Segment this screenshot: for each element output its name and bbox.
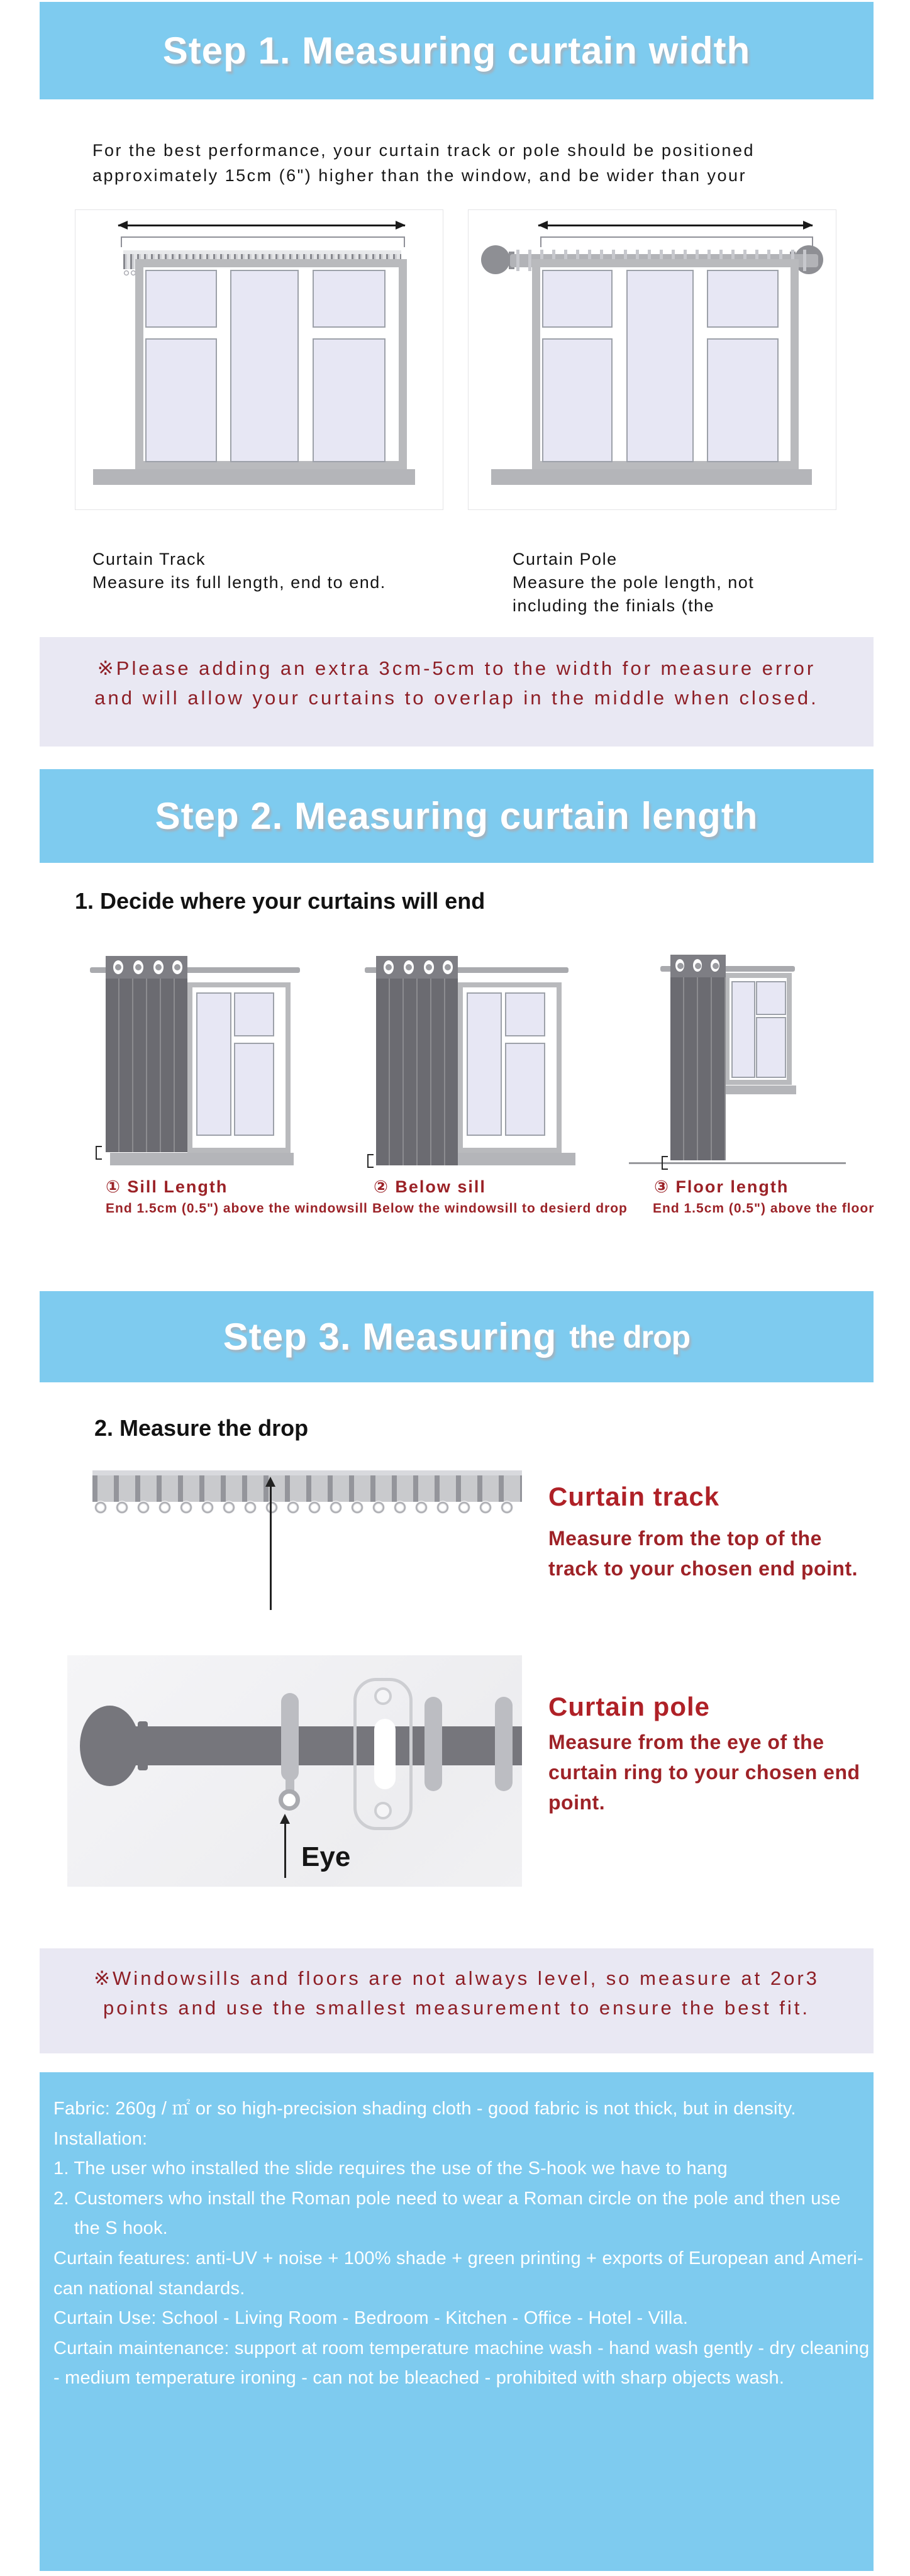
notice2-line1: ※Windowsills and floors are not always level, so measure at 2or3 bbox=[94, 1967, 819, 1989]
curtain-track-bar bbox=[92, 1470, 522, 1502]
info-line-install-2b: the S hook. bbox=[53, 2218, 168, 2239]
pole-caption-title: Curtain Pole bbox=[513, 550, 618, 569]
window-sill bbox=[93, 469, 415, 485]
window-pane bbox=[707, 270, 779, 328]
window-pane bbox=[707, 338, 779, 462]
window-pane bbox=[145, 270, 217, 328]
grommet-icon bbox=[113, 960, 123, 974]
curtain-ring bbox=[281, 1693, 299, 1781]
info-line-use: Curtain Use: School - Living Room - Bedroom - Kitchen - Office - Hotel - Villa. bbox=[53, 2308, 689, 2329]
measure-tick bbox=[367, 1154, 374, 1168]
curtain-fabric bbox=[376, 979, 458, 1165]
window-pane bbox=[234, 1043, 274, 1136]
grommet-icon bbox=[404, 960, 414, 974]
grommet-icon bbox=[443, 960, 453, 974]
window-pane bbox=[542, 270, 613, 328]
track-caption-title: Curtain Track bbox=[92, 550, 206, 569]
bracket-screw-icon bbox=[374, 1802, 392, 1819]
track-section-body1: Measure from the top of the bbox=[548, 1527, 822, 1550]
diagram1-title: ① Sill Length bbox=[106, 1177, 228, 1196]
window-pane bbox=[467, 992, 502, 1136]
grommet-icon bbox=[711, 959, 719, 972]
pole-section-body1: Measure from the eye of the bbox=[548, 1731, 824, 1753]
info-line-install-1: 1. The user who installed the slide requires the use of the S-hook we have to hang bbox=[53, 2158, 728, 2179]
diagram2-subtitle: Below the windowsill to desierd drop bbox=[372, 1201, 628, 1216]
step1-title: Step 1. Measuring curtain width bbox=[162, 30, 751, 72]
eye-label: Eye bbox=[301, 1841, 351, 1872]
notice1-line2: and will allow your curtains to overlap in the middle when closed. bbox=[94, 687, 819, 709]
grommet-icon bbox=[424, 960, 434, 974]
diagram1-subtitle: End 1.5cm (0.5") above the windowsill bbox=[106, 1201, 368, 1216]
diagram3-title: ③ Floor length bbox=[654, 1177, 789, 1196]
step3-title-main: Step 3. Measuring bbox=[223, 1316, 557, 1358]
window-pane bbox=[145, 338, 217, 462]
width-arrow-icon bbox=[538, 225, 813, 226]
measure-tick bbox=[96, 1146, 102, 1160]
step2-title: Step 2. Measuring curtain length bbox=[155, 795, 758, 837]
pole-section-title: Curtain pole bbox=[548, 1692, 711, 1721]
small-window bbox=[724, 973, 792, 1085]
bracket-slot bbox=[374, 1719, 396, 1789]
width-arrow-icon bbox=[118, 225, 405, 226]
step1-intro-line1: For the best performance, your curtain track or pole should be positioned bbox=[92, 141, 755, 160]
grommet-icon bbox=[172, 960, 182, 974]
grommet-icon bbox=[675, 959, 684, 972]
window-pane bbox=[626, 270, 694, 462]
info-line-fabric: Fabric: 260g / ㎡ or so high-precision shading cloth - good fabric is not thick, but in density. bbox=[53, 2099, 796, 2119]
curtain-fabric bbox=[670, 977, 726, 1160]
info-line-maintenance: Curtain maintenance: support at room temperature machine wash - hand wash gently - dry cleaning bbox=[53, 2338, 870, 2358]
window-pane bbox=[230, 270, 299, 462]
pole-caption-body1: Measure the pole length, not bbox=[513, 573, 755, 592]
measure-tick bbox=[662, 1156, 668, 1170]
up-arrow-line bbox=[270, 1485, 272, 1610]
window-pane bbox=[313, 270, 386, 328]
pole-section-body2: curtain ring to your chosen end bbox=[548, 1761, 860, 1784]
wall-bracket bbox=[353, 1678, 413, 1830]
window-pane bbox=[505, 992, 545, 1036]
grommet-icon bbox=[384, 960, 394, 974]
window-pane bbox=[196, 992, 231, 1136]
step3-subtitle: 2. Measure the drop bbox=[94, 1415, 309, 1441]
width-notice-box bbox=[40, 637, 874, 747]
info-line-maintenance-2: - medium temperature ironing - can not be bleached - prohibited with sharp objects wash. bbox=[53, 2368, 785, 2389]
track-section-title: Curtain track bbox=[548, 1482, 720, 1511]
track-section-body2: track to your chosen end point. bbox=[548, 1557, 858, 1580]
window-frame bbox=[532, 259, 799, 469]
window-pane bbox=[313, 338, 386, 462]
grommet-icon bbox=[133, 960, 143, 974]
track-rings bbox=[92, 1501, 522, 1517]
curtain-pole-illustration bbox=[67, 1655, 522, 1887]
measure-bracket bbox=[540, 236, 813, 247]
step2-header bbox=[40, 769, 874, 863]
step1-header bbox=[40, 2, 874, 99]
up-arrow-line bbox=[284, 1823, 286, 1878]
info-line-installation: Installation: bbox=[53, 2128, 148, 2149]
info-line-features: Curtain features: anti-UV + noise + 100% shade + green printing + exports of European and Ameri- bbox=[53, 2248, 863, 2268]
window-sill bbox=[721, 1085, 796, 1094]
diagram3-subtitle: End 1.5cm (0.5") above the floor bbox=[653, 1201, 875, 1216]
curtain-panel-below-sill bbox=[376, 956, 458, 1165]
step1-intro-line2: approximately 15cm (6") higher than the window, and be wider than your bbox=[92, 166, 747, 185]
window-pane bbox=[756, 1017, 786, 1078]
window-pane bbox=[542, 338, 613, 462]
curtain-fabric bbox=[106, 979, 187, 1152]
curtain-pole-diagram bbox=[468, 209, 836, 510]
pole-finial-left bbox=[481, 245, 510, 274]
measure-bracket bbox=[121, 236, 405, 247]
product-info-box bbox=[40, 2072, 874, 2571]
window-pane bbox=[756, 981, 786, 1015]
notice1-line1: ※Please adding an extra 3cm-5cm to the width for measure error bbox=[97, 657, 816, 679]
window-pane bbox=[505, 1043, 545, 1136]
info-line-features-2: can national standards. bbox=[53, 2278, 245, 2299]
curtain-ring bbox=[424, 1697, 442, 1791]
curtain-pole-bar bbox=[114, 1726, 522, 1765]
ring-eye bbox=[279, 1789, 300, 1811]
grommet-icon bbox=[153, 960, 164, 974]
curtain-ring bbox=[495, 1697, 513, 1791]
diagram2-title: ② Below sill bbox=[374, 1177, 486, 1196]
window-sill bbox=[440, 1153, 575, 1165]
pole-caption-body2: including the finials (the bbox=[513, 596, 715, 615]
info-line-install-2: 2. Customers who install the Roman pole need to wear a Roman circle on the pole and then use bbox=[53, 2188, 841, 2209]
pole-section-body3: point. bbox=[548, 1791, 606, 1814]
step2-subtitle: 1. Decide where your curtains will end bbox=[75, 888, 486, 914]
step3-title-sub: the drop bbox=[569, 1319, 691, 1355]
window-sill bbox=[491, 469, 812, 485]
step3-header bbox=[40, 1291, 874, 1382]
curtain-track-diagram bbox=[75, 209, 443, 510]
curtain-panel-sill-length bbox=[106, 956, 187, 1152]
curtain-panel-floor-length bbox=[670, 955, 726, 1160]
bracket-screw-icon bbox=[374, 1687, 392, 1705]
level-notice-box bbox=[40, 1948, 874, 2053]
track-caption-body: Measure its full length, end to end. bbox=[92, 573, 386, 592]
notice2-line2: points and use the smallest measurement to ensure the best fit. bbox=[103, 1997, 810, 2019]
small-window bbox=[458, 982, 562, 1153]
grommet-icon bbox=[693, 959, 702, 972]
small-window bbox=[187, 982, 291, 1153]
window-pane bbox=[731, 981, 755, 1078]
window-sill bbox=[110, 1153, 294, 1165]
window-frame bbox=[135, 259, 407, 469]
window-pane bbox=[234, 992, 274, 1036]
